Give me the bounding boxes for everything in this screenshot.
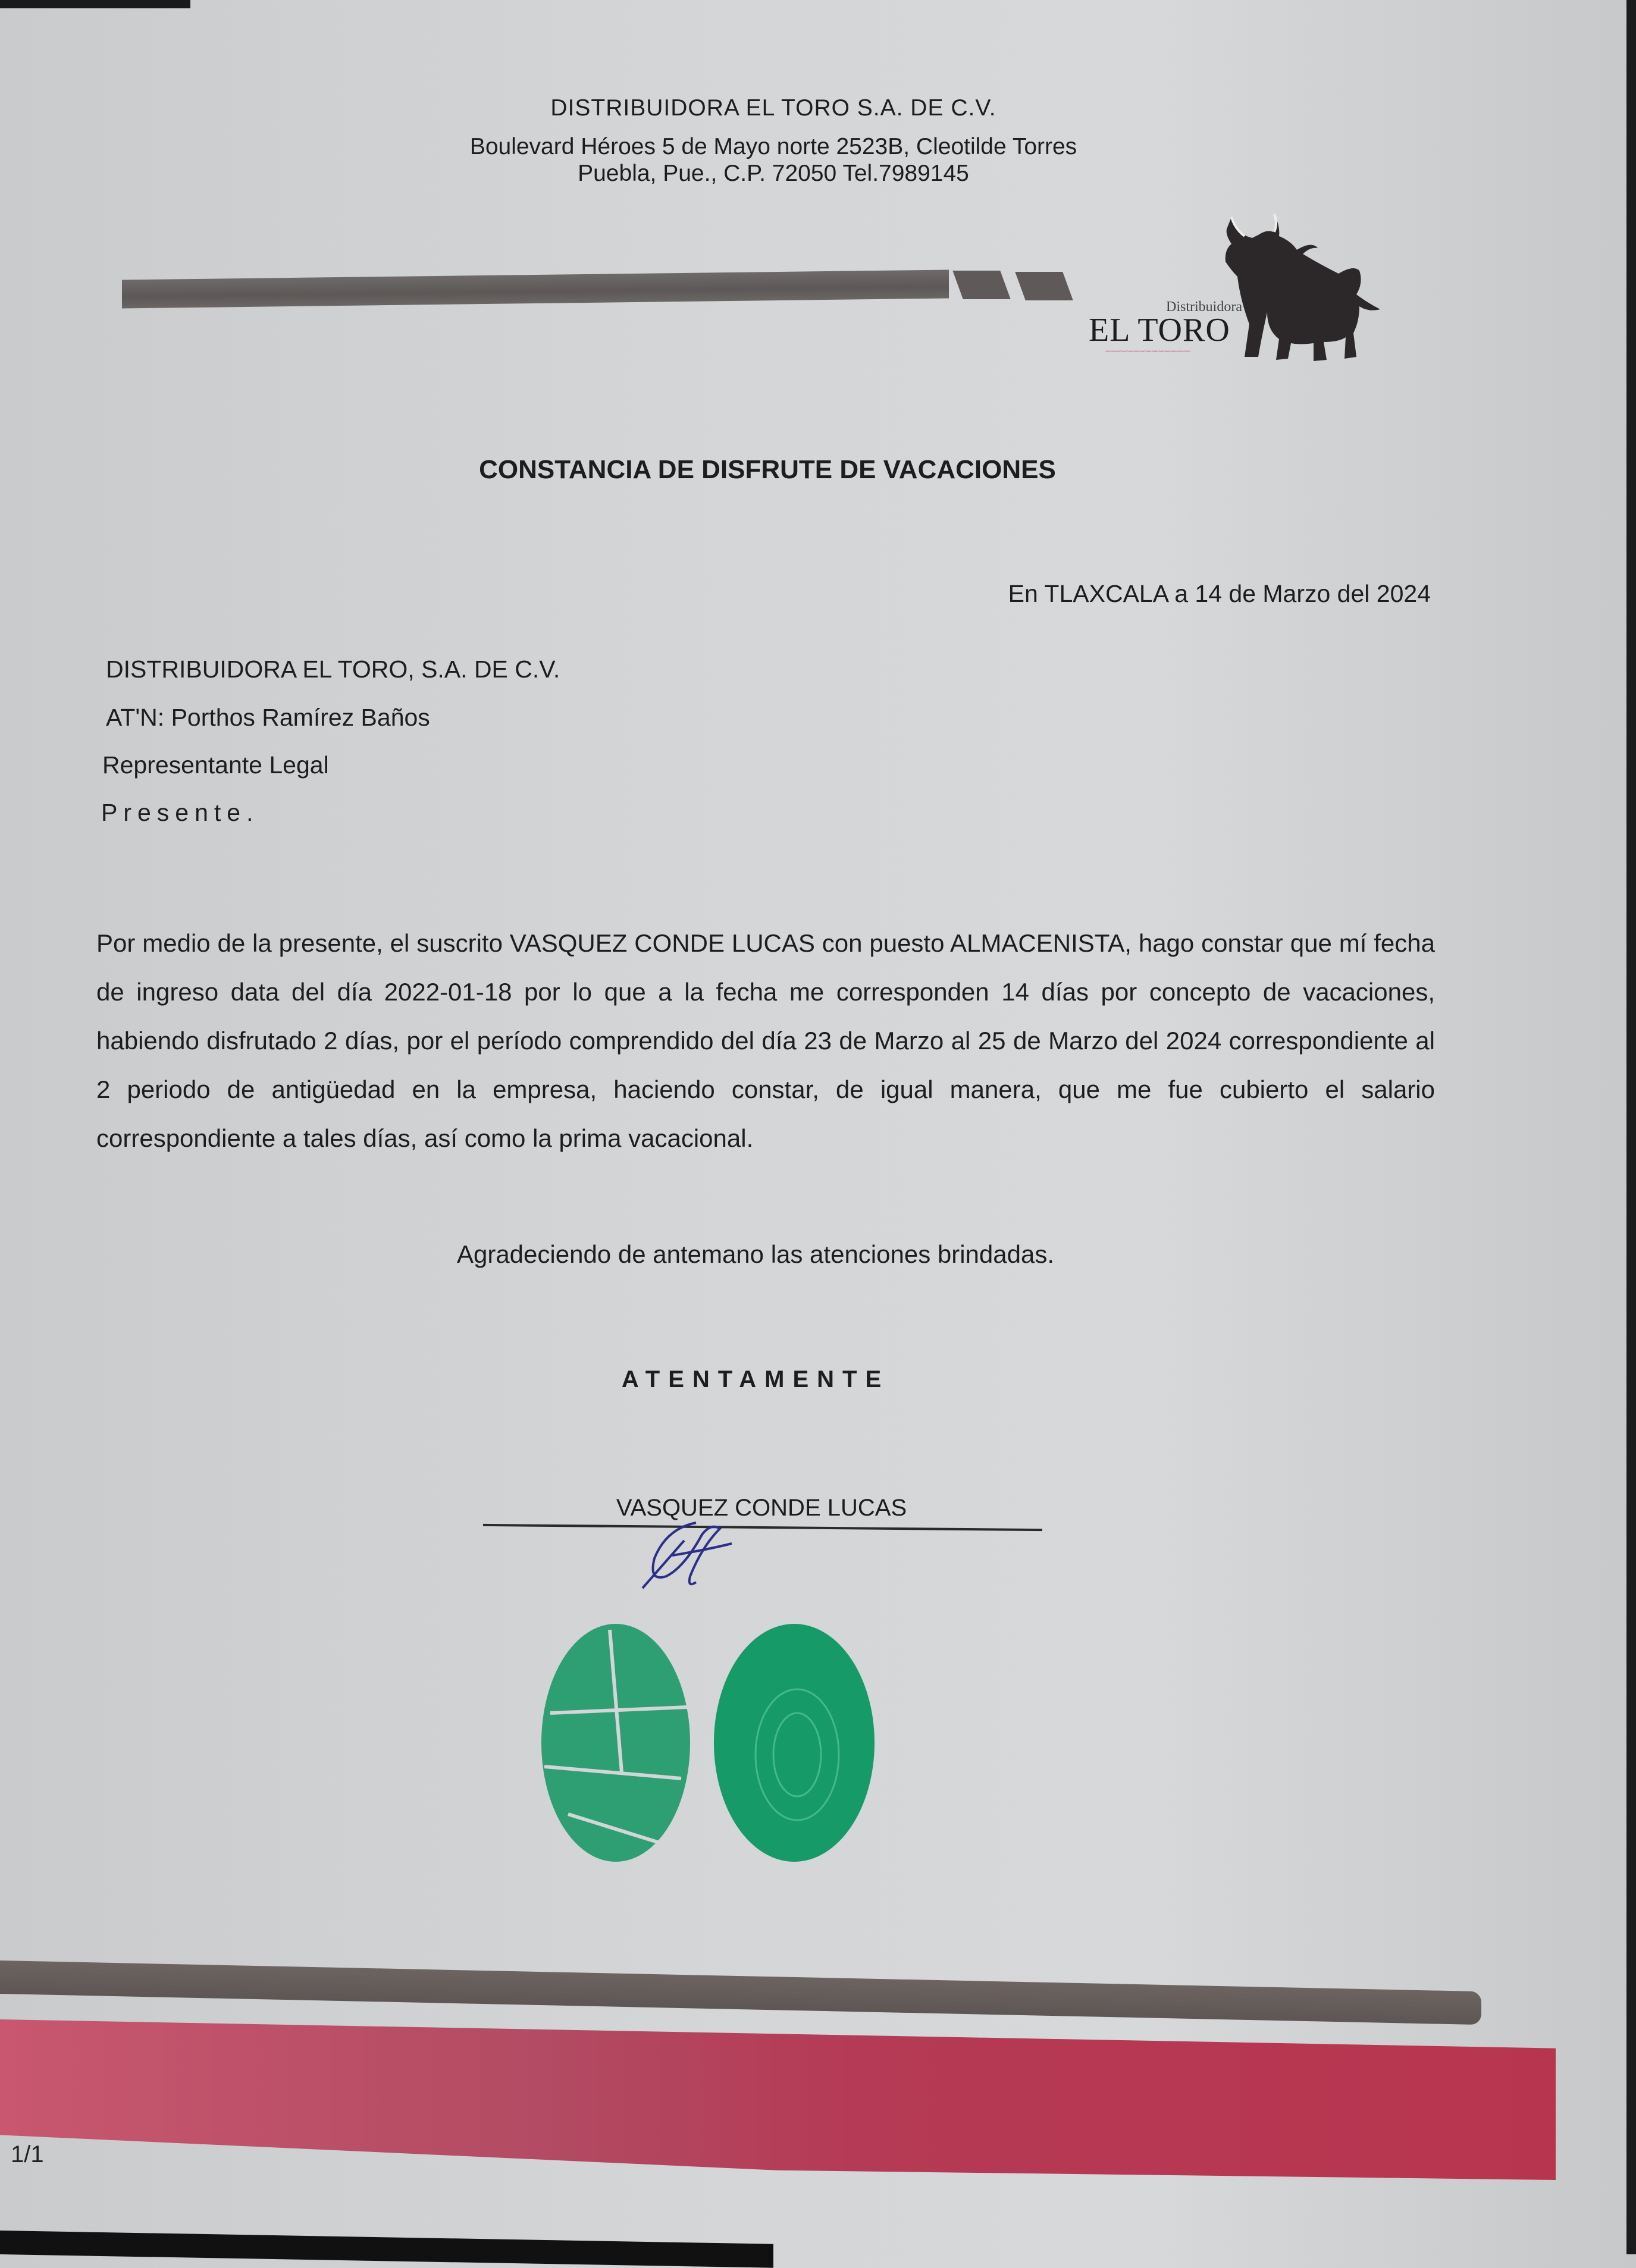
footer-bar-grey [0,1960,1481,2025]
body-paragraph: Por medio de la presente, el suscrito VASQUEZ CONDE LUCAS con puesto ALMACENISTA, hago constar que mí fecha de ingreso data del día 2022-01-18 por lo que a la fecha me corresponden 14 días por concepto de vacaciones, habiendo disfrutado 2 días, por el período comprendido del día 23 de Marzo al 25 de Marzo del 2024 correspondiente al 2 periodo de antigüedad en la empresa, haciendo constar, de igual manera, que me fue cubierto el salario correspondiente a tales días, así como la prima vacacional. [96,929,1435,1152]
addressee-role: Representante Legal [102,751,329,779]
sign-off: ATENTAMENTE [621,1366,890,1392]
background-shadow [0,2231,773,2268]
company-logo [1089,205,1398,372]
logo-name: EL TORO [1089,312,1230,349]
logo-subtitle: Distribuidora [1166,299,1242,315]
logo-tagline: ~~~~~~~~~~~~~~~~~~~~~~~~ [1105,348,1190,355]
signer-name: VASQUEZ CONDE LUCAS [616,1495,907,1521]
footer-bar-red [0,2019,1556,2180]
header-bar-segment [952,271,1010,299]
letterhead-company: DISTRIBUIDORA EL TORO S.A. DE C.V. [550,95,996,121]
addressee-attention: AT'N: Porthos Ramírez Baños [106,704,430,731]
addressee-company: DISTRIBUIDORA EL TORO, S.A. DE C.V. [106,655,560,683]
header-bar [122,270,949,309]
torn-page-edge [0,0,190,8]
closing-line: Agradeciendo de antemano las atenciones brindadas. [456,1240,1055,1268]
place-date: En TLAXCALA a 14 de Marzo del 2024 [1008,580,1431,607]
fingerprint-right [708,1618,880,1868]
signature-line [483,1524,1042,1531]
letterhead-address-line2: Puebla, Pue., C.P. 72050 Tel.7989145 [578,161,969,186]
page-right-edge [1626,0,1636,2254]
letterhead-address-line1: Boulevard Héroes 5 de Mayo norte 2523B, Cleotilde Torres [469,134,1077,159]
fingerprint-left [532,1618,699,1868]
handwritten-signature [631,1511,744,1600]
addressee-greeting: Presente. [101,799,259,826]
header-bar-segment [1015,272,1073,300]
page-number: 1/1 [11,2141,44,2167]
document-title: CONSTANCIA DE DISFRUTE DE VACACIONES [479,455,1056,484]
